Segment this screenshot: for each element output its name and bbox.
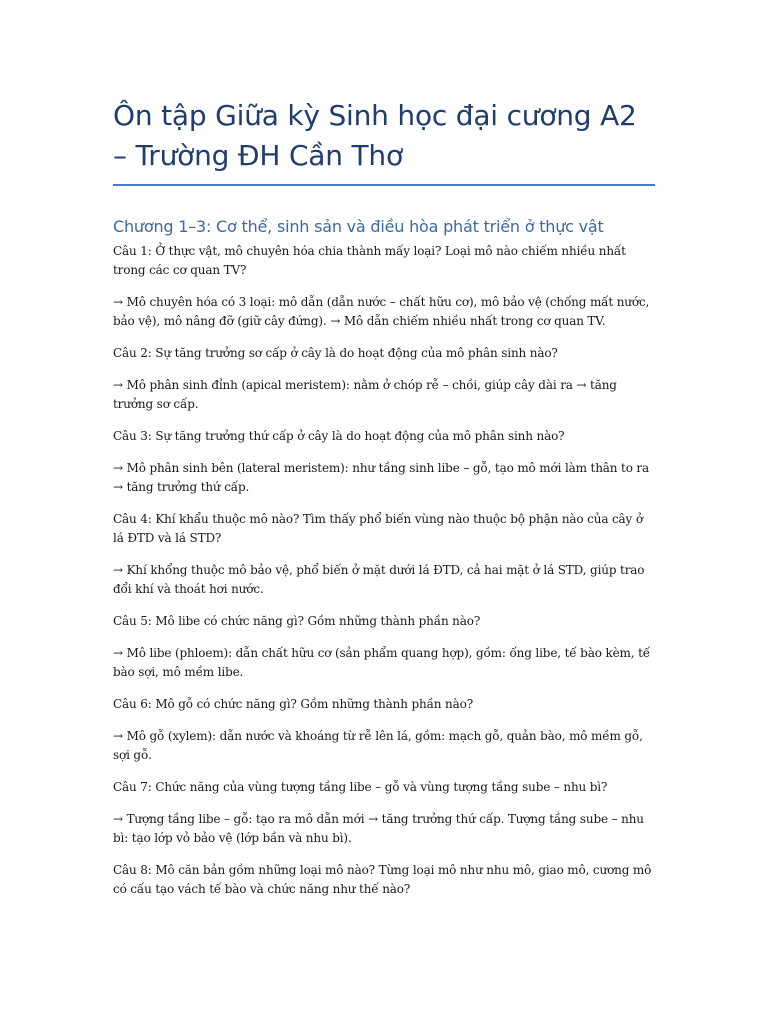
- answer-2: → Mô phân sinh đỉnh (apical meristem): nằm ở chóp rễ – chồi, giúp cây dài ra → tăng trưởng sơ cấp.: [113, 378, 617, 411]
- question-3: Câu 3: Sự tăng trưởng thứ cấp ở cây là do hoạt động của mô phân sinh nào?: [113, 429, 565, 443]
- answer-3: → Mô phân sinh bên (lateral meristem): như tầng sinh libe – gỗ, tạo mô mới làm thân to ra → tăng trưởng thứ cấp.: [113, 461, 650, 494]
- question-7: Câu 7: Chức năng của vùng tượng tầng libe – gỗ và vùng tượng tầng sube – nhu bì?: [113, 780, 608, 794]
- question-5: Câu 5: Mô libe có chức năng gì? Gồm những thành phần nào?: [113, 614, 481, 628]
- question-1: Câu 1: Ở thực vật, mô chuyên hóa chia thành mấy loại? Loại mô nào chiếm nhiều nhất trong các cơ quan TV?: [113, 244, 626, 277]
- answer-7: → Tượng tầng libe – gỗ: tạo ra mô dẫn mới → tăng trưởng thứ cấp. Tượng tầng sube – nhu bì: tạo lớp vỏ bảo vệ (lớp bần và nhu bì).: [113, 812, 644, 845]
- question-4: Câu 4: Khí khẩu thuộc mô nào? Tìm thấy phổ biến vùng nào thuộc bộ phận nào của cây ở lá ĐTD và lá STD?: [113, 512, 643, 545]
- question-8: Câu 8: Mô căn bản gồm những loại mô nào? Từng loại mô như nhu mô, giao mô, cương mô có cấu tạo vách tế bào và chức năng như thế nào?: [113, 863, 652, 896]
- question-6: Câu 6: Mô gỗ có chức năng gì? Gồm những thành phần nào?: [113, 697, 473, 711]
- document-title: Ôn tập Giữa kỳ Sinh học đại cương A2 – Trường ĐH Cần Thơ: [113, 99, 637, 172]
- answer-6: → Mô gỗ (xylem): dẫn nước và khoáng từ rễ lên lá, gồm: mạch gỗ, quản bào, mô mềm gỗ, sợi gỗ.: [113, 729, 643, 762]
- title-underline-divider: [113, 184, 655, 186]
- question-2: Câu 2: Sự tăng trưởng sơ cấp ở cây là do hoạt động của mô phân sinh nào?: [113, 346, 558, 360]
- answer-1: → Mô chuyên hóa có 3 loại: mô dẫn (dẫn nước – chất hữu cơ), mô bảo vệ (chống mất nước, bảo vệ), mô nâng đỡ (giữ cây đứng). → Mô dẫn chiếm nhiều nhất trong cơ quan TV.: [113, 295, 650, 328]
- chapter-heading: Chương 1–3: Cơ thể, sinh sản và điều hòa phát triển ở thực vật: [113, 217, 604, 236]
- answer-5: → Mô libe (phloem): dẫn chất hữu cơ (sản phẩm quang hợp), gồm: ống libe, tế bào kèm, tế bào sợi, mô mềm libe.: [113, 646, 650, 679]
- document-page: [113, 96, 655, 912]
- answer-4: → Khí khổng thuộc mô bảo vệ, phổ biến ở mặt dưới lá ĐTD, cả hai mặt ở lá STD, giúp trao đổi khí và thoát hơi nước.: [113, 563, 645, 596]
